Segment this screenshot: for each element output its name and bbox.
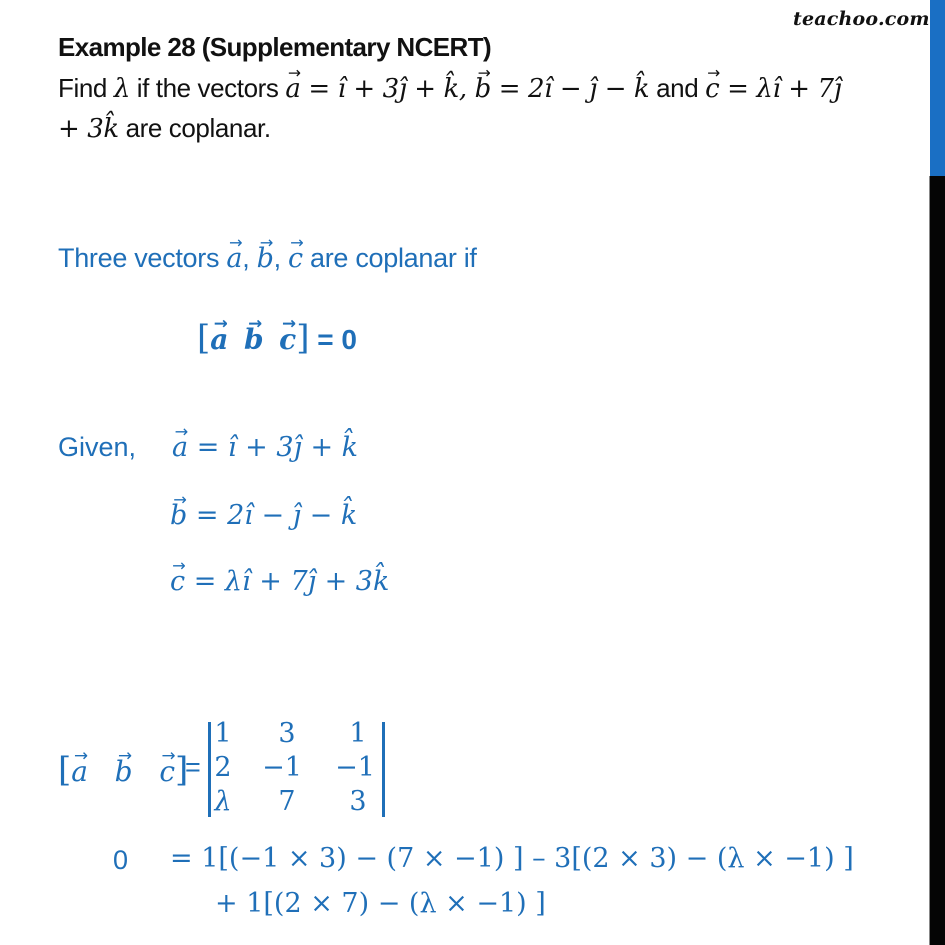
- question-line-1: [58, 73, 841, 104]
- vector-b-expression: = 2î − ĵ − k̂: [187, 500, 358, 531]
- det-cell-r1c1: 1: [214, 718, 232, 749]
- vector-a: → a: [71, 755, 88, 788]
- det-cell-r1c2: 3: [278, 718, 296, 749]
- vector-a-expression: = î + 3ĵ + k̂: [188, 432, 359, 463]
- given-vector-a: [172, 432, 358, 463]
- scrollbar-thumb[interactable]: [930, 0, 945, 176]
- separator: ,: [273, 243, 288, 273]
- det-cell-r3c1: λ: [214, 786, 232, 817]
- vector-b: → b: [115, 755, 133, 788]
- example-title: Example 28 (Supplementary NCERT): [58, 32, 492, 62]
- expansion-line-1: = 1[(−1 × 3) − (7 × −1) ] – 3[(2 × 3) − (λ × −1) ]: [170, 843, 854, 874]
- vector-c: → c: [288, 243, 303, 274]
- vector-b: → b: [475, 74, 491, 104]
- det-cell-r2c2: −1: [262, 752, 302, 783]
- question-text: Find: [58, 73, 114, 103]
- teachoo-watermark: teachoo.com: [793, 8, 930, 30]
- vector-c-expression-cont: + 3k̂: [58, 114, 119, 144]
- det-cell-r3c3: 3: [349, 786, 367, 817]
- determinant-equals: =: [185, 752, 201, 782]
- close-bracket: ]: [296, 318, 310, 358]
- expansion-lhs-zero: 0: [113, 845, 129, 875]
- condition-text: are coplanar if: [302, 243, 477, 273]
- equals-zero: = 0: [309, 324, 357, 355]
- question-text: if the vectors: [129, 73, 286, 103]
- vector-c: → c: [159, 755, 175, 788]
- vector-c-expression: = λî + 7ĵ + 3k̂: [185, 566, 390, 597]
- det-cell-r3c2: 7: [278, 786, 296, 817]
- scrollbar-track[interactable]: [930, 176, 945, 945]
- vector-a: → a: [210, 323, 228, 356]
- open-bracket: [: [58, 750, 72, 790]
- vector-b: → b: [257, 243, 274, 274]
- question-line-2: [58, 113, 271, 144]
- open-bracket: [: [197, 318, 211, 358]
- separator: ,: [242, 243, 257, 273]
- vector-a: → a: [172, 432, 188, 463]
- vector-a-expression: = î + 3ĵ + k̂,: [300, 74, 475, 104]
- given-vector-b: [170, 500, 357, 531]
- vector-b: → b: [170, 500, 187, 531]
- vector-c: → c: [170, 566, 185, 597]
- vector-b: → b: [244, 323, 264, 356]
- given-label: Given,: [58, 432, 137, 462]
- close-bracket: ]: [175, 750, 189, 790]
- det-cell-r2c3: −1: [335, 752, 375, 783]
- vector-c-expression: = λî + 7ĵ: [719, 74, 842, 104]
- vector-b-expression: = 2î − ĵ − k̂: [490, 74, 650, 104]
- vector-c: → c: [705, 74, 719, 104]
- question-text: are coplanar.: [118, 113, 271, 143]
- scalar-triple-product-formula: [197, 318, 357, 358]
- determinant-lhs: [58, 750, 188, 790]
- lambda-symbol: λ: [113, 74, 130, 104]
- det-cell-r2c1: 2: [214, 752, 232, 783]
- vector-a: → a: [226, 243, 242, 274]
- expansion-line-2: + 1[(2 × 7) − (λ × −1) ]: [215, 888, 546, 919]
- coplanar-condition: [58, 243, 477, 274]
- given-vector-c: [170, 566, 389, 597]
- vector-c: → c: [279, 323, 296, 356]
- vector-a: → a: [285, 74, 300, 104]
- question-text: and: [649, 73, 706, 103]
- condition-text: Three vectors: [58, 243, 227, 273]
- det-cell-r1c3: 1: [349, 718, 367, 749]
